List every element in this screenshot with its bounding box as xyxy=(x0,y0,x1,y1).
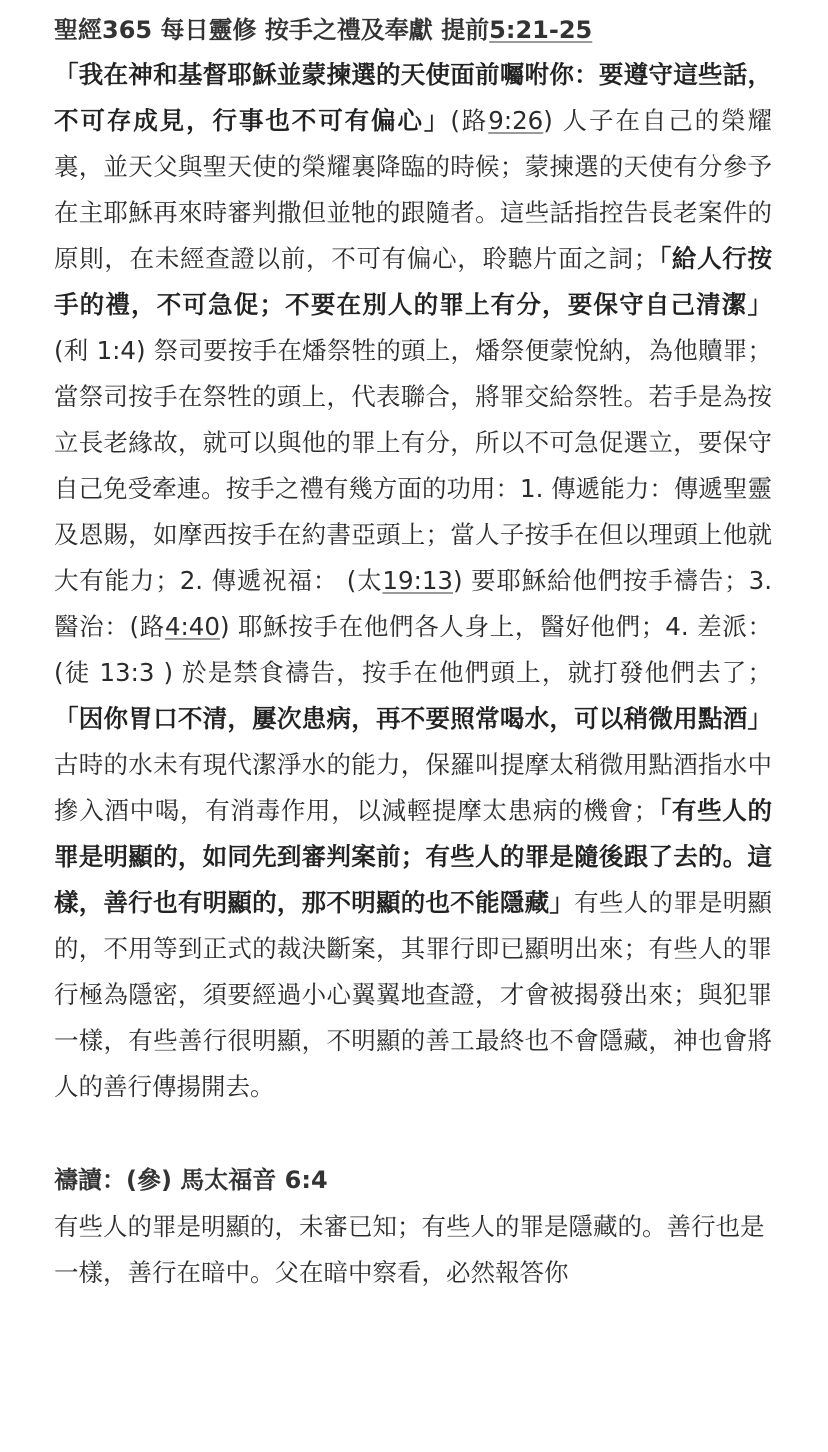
body-text: ) 人子在自己的榮耀裏，並天父與聖天使的榮耀裏降臨的時候；蒙揀選的天使有分參予在主耶穌再來時審判撒但並牠的跟隨者。這些話指控告長老案件的原則，在未經查證以前，不可有偏心，聆聽片面之詞； xyxy=(54,106,772,273)
body-text: ) 耶穌按手在他們各人身上，醫好他們；4. 差派：(徒 13:3 ) 於是禁食禱告，按手在他們頭上，就打發他們去了； xyxy=(54,612,772,687)
body-text: 古時的水未有現代潔淨水的能力，保羅叫提摩太稍微用點酒指水中摻入酒中喝，有消毒作用，以減輕提摩太患病的機會； xyxy=(54,750,772,825)
body-text: 有些人的罪是明顯的，不用等到正式的裁決斷案，其罪行即已顯明出來；有些人的罪行極為隱密，須要經過小心翼翼地查證，才會被揭發出來；與犯罪一樣，有些善行很明顯，不明顯的善工最終也不會隱藏，神也會將人的善行傳揚開去。 xyxy=(54,888,772,1101)
scripture-quote: 「有些人的罪是明顯的，如同先到審判案前；有些人的罪是隨後跟了去的。這樣，善行也有明顯的，那不明顯的也不能隱藏」 xyxy=(54,796,773,917)
article-body xyxy=(54,52,772,1110)
scripture-reference-link[interactable]: 9:26 xyxy=(488,106,544,135)
scripture-quote: 「給人行按手的禮，不可急促；不要在別人的罪上有分，要保守自己清潔」 xyxy=(54,244,773,319)
title-text: 聖經365 每日靈修 按手之禮及奉獻 提前 xyxy=(54,16,490,44)
body-text: (路 xyxy=(450,106,489,135)
scripture-quote: 「我在神和基督耶穌並蒙揀選的天使面前囑咐你：要遵守這些話，不可存成見，行事也不可有偏心」 xyxy=(54,60,772,135)
scripture-reference-link[interactable]: 4:40 xyxy=(164,612,220,641)
title-scripture-link[interactable]: 5:21-25 xyxy=(489,16,593,44)
devotional-article xyxy=(54,12,772,1296)
body-text: ) 要耶穌給他們按手禱告；3. 醫治：(路 xyxy=(54,566,772,641)
scripture-quote: 「因你胃口不清，屢次患病，再不要照常喝水，可以稍微用點酒」 xyxy=(54,704,772,733)
prayer-reading-text: 有些人的罪是明顯的，未審已知；有些人的罪是隱藏的。善行也是一樣，善行在暗中。父在暗中察看，必然報答你 xyxy=(54,1212,765,1287)
scripture-reference-link[interactable]: 19:13 xyxy=(382,566,453,595)
prayer-reading-title: 禱讀：(參) 馬太福音 6:4 xyxy=(54,1166,328,1194)
body-text: (利 1:4) 祭司要按手在燔祭牲的頭上，燔祭便蒙悅納，為他贖罪；當祭司按手在祭牲的頭上，代表聯合，將罪交給祭牲。若手是為按立長老緣故，就可以與他的罪上有分，所以不可急促選立，要保守自己免受牽連。按手之禮有幾方面的功用：1. 傳遞能力：傳遞聖靈及恩賜，如摩西按手在約書亞頭上；當人子按手在但以理頭上他就大有能力；2. 傳遞祝福： (太 xyxy=(54,336,772,595)
article-title xyxy=(54,12,772,48)
